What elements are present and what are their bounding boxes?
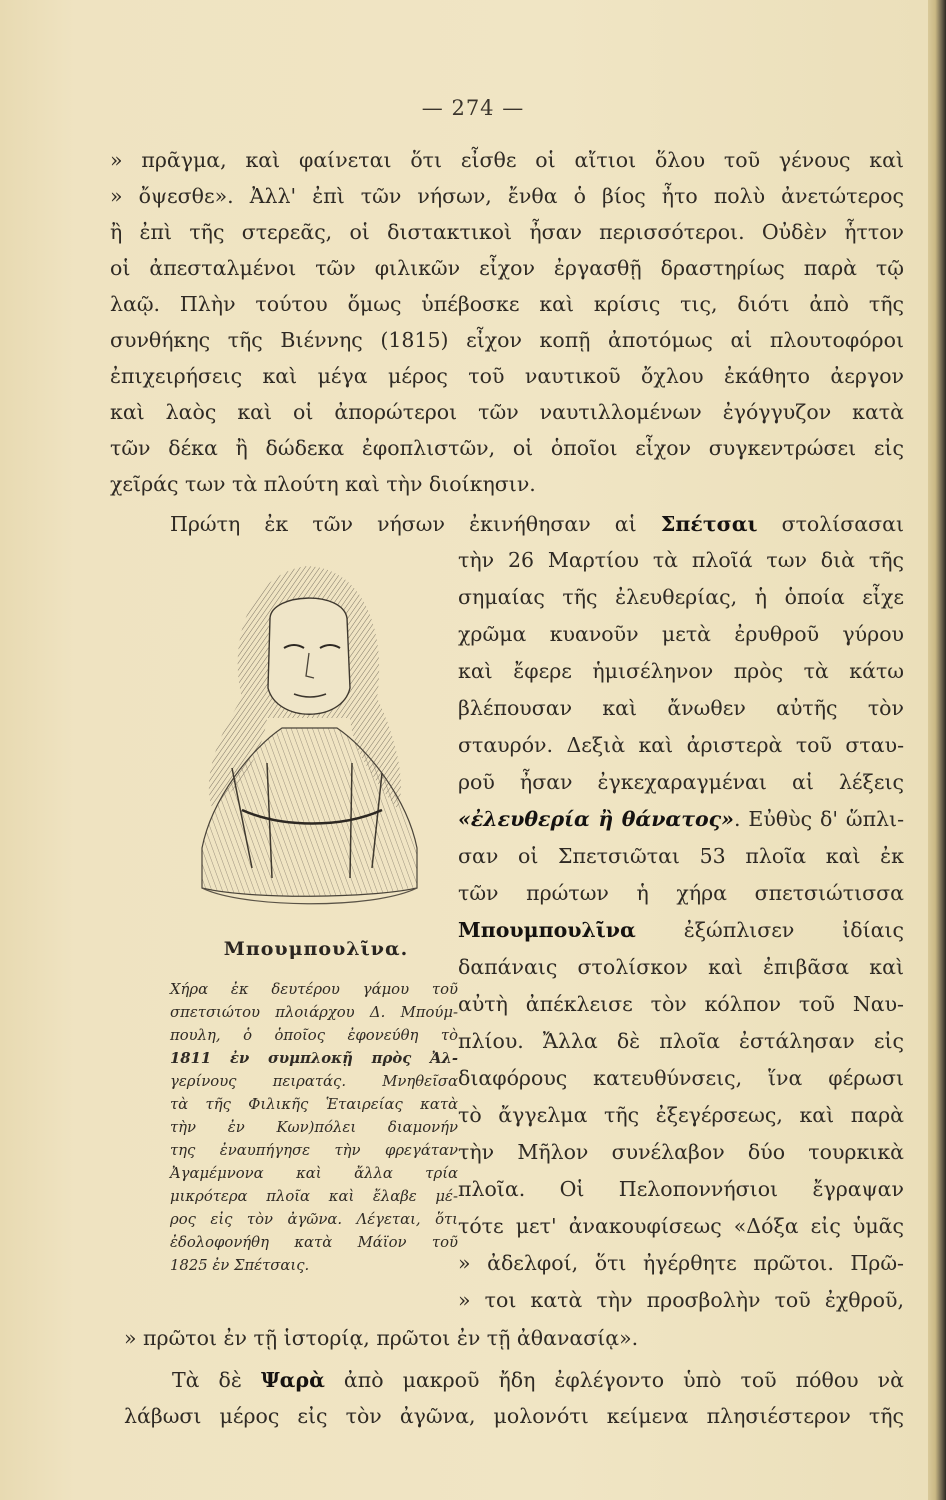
text-line: καὶ ἔφερε ἡμισέληνον πρὸς τὰ κάτω (458, 659, 904, 683)
text-line: πλίου. Ἄλλα δὲ πλοῖα ἐστάλησαν εἰς (458, 1029, 904, 1053)
text-line: αὐτὴ ἀπέκλεισε τὸν κόλπον τοῦ Ναυ- (458, 992, 904, 1016)
caption-line: γερίνους πειρατάς. Μνηθεῖσα (170, 1073, 458, 1090)
caption-line: πουλη, ὁ ὁποῖος ἐφονεύθη τὸ (170, 1027, 458, 1044)
caption-line: τὰ τῆς Φιλικῆς Ἑταιρείας κατὰ (170, 1096, 458, 1113)
caption-line: Χήρα ἐκ δευτέρου γάμου τοῦ (170, 981, 458, 998)
text-line: οἱ ἀπεσταλμένοι τῶν φιλικῶν εἶχον ἐργασθῇ δραστηρίως παρὰ τῷ (110, 256, 904, 280)
text-line: » τοι κατὰ τὴν προσβολὴν τοῦ ἐχθροῦ, (458, 1288, 904, 1312)
caption-line: σπετσιώτου πλοιάρχου Δ. Μπούμ- (170, 1004, 458, 1021)
text-line: τῶν δέκα ἢ δώδεκα ἐφοπλιστῶν, οἱ ὁποῖοι εἶχον συγκεντρώσει εἰς (110, 436, 904, 460)
text-line: » ἀδελφοί, ὅτι ἠγέρθητε πρῶτοι. Πρῶ- (458, 1251, 904, 1275)
text-line: » πρῶτοι ἐν τῇ ἱστορίᾳ, πρῶτοι ἐν τῇ ἀθανασίᾳ». (124, 1326, 639, 1350)
text-line: δαπάναις στολίσκον καὶ ἐπιβᾶσα καὶ (458, 955, 904, 979)
page-edge (928, 0, 946, 1500)
text-line: λάβωσι μέρος εἰς τὸν ἀγῶνα, μολονότι κείμενα πλησιέστερον τῆς (124, 1404, 904, 1428)
text-line: Πρώτη ἐκ τῶν νήσων ἐκινήθησαν αἱ Σπέτσαι στολίσασαι (170, 512, 905, 536)
text-line: ἢ ἐπὶ τῆς στερεᾶς, οἱ διστακτικοὶ ἦσαν περισσότεροι. Οὐδὲν ἧττον (110, 220, 904, 244)
text-line: βλέπουσαν καὶ ἄνωθεν αὐτῆς τὸν (458, 696, 904, 720)
text-line: τῶν πρώτων ἡ χήρα σπετσιώτισσα (458, 881, 904, 905)
text-line: Μπουμπουλῖνα ἐξώπλισεν ἰδίαις (458, 918, 904, 942)
caption-line: Ἀγαμέμνονα καὶ ἄλλα τρία (170, 1165, 458, 1182)
text-line: τὴν Μῆλον συνέλαβον δύο τουρκικὰ (458, 1140, 904, 1164)
boubouline-portrait (172, 548, 442, 920)
text-line: χρῶμα κυανοῦν μετὰ ἐρυθροῦ γύρου (458, 622, 904, 646)
caption-line: 1811 ἐν συμπλοκῇ πρὸς Ἀλ- (170, 1050, 458, 1067)
text-line: «ἐλευθερία ἢ θάνατος». Εὐθὺς δ' ὥπλι- (458, 807, 904, 831)
text-line: ροῦ ἦσαν ἐγκεχαραγμέναι αἱ λέξεις (458, 770, 904, 794)
caption-line: ρος εἰς τὸν ἀγῶνα. Λέγεται, ὅτι (170, 1211, 458, 1228)
caption-line: της ἐναυπήγησε τὴν φρεγάταν (170, 1142, 458, 1159)
text-line: σαν οἱ Σπετσιῶται 53 πλοῖα καὶ ἐκ (458, 844, 904, 868)
caption-title: Μπουμπουλῖνα. (223, 938, 409, 960)
text-line: χεῖράς των τὰ πλούτη καὶ τὴν διοίκησιν. (110, 472, 536, 496)
caption-line: 1825 ἐν Σπέτσαις. (170, 1257, 310, 1274)
text-line: διαφόρους κατευθύνσεις, ἵνα φέρωσι (458, 1066, 904, 1090)
text-line: καὶ λαὸς καὶ οἱ ἀπορώτεροι τῶν ναυτιλλομένων ἐγόγγυζον κατὰ (110, 400, 904, 424)
caption-line: ἐδολοφονήθη κατὰ Μάϊον τοῦ (170, 1234, 458, 1251)
text-line: σταυρόν. Δεξιὰ καὶ ἀριστερὰ τοῦ σταυ- (458, 733, 904, 757)
page-number: — 274 — (421, 96, 525, 120)
text-line: » πρᾶγμα, καὶ φαίνεται ὅτι εἶσθε οἱ αἴτιοι ὅλου τοῦ γένους καὶ (110, 148, 904, 172)
caption-line: μικρότερα πλοῖα καὶ ἔλαβε μέ- (170, 1188, 458, 1205)
text-line: λαῷ. Πλὴν τούτου ὅμως ὑπέβοσκε καὶ κρίσις τις, διότι ἀπὸ τῆς (110, 292, 904, 316)
text-line: σημαίας τῆς ἐλευθερίας, ἡ ὁποία εἶχε (458, 585, 904, 609)
text-line: συνθήκης τῆς Βιέννης (1815) εἶχον κοπῇ ἀποτόμως αἱ πλουτοφόροι (110, 328, 904, 352)
text-line: τὴν 26 Μαρτίου τὰ πλοῖά των διὰ τῆς (458, 548, 904, 572)
text-line: πλοῖα. Οἱ Πελοποννήσιοι ἔγραψαν (458, 1177, 904, 1201)
text-line: ἐπιχειρήσεις καὶ μέγα μέρος τοῦ ναυτικοῦ ὄχλου ἐκάθητο ἀεργον (110, 364, 904, 388)
text-line: τότε μετ' ἀνακουφίσεως «Δόξα εἰς ὑμᾶς (458, 1214, 904, 1238)
text-line: » ὄψεσθε». Ἀλλ' ἐπὶ τῶν νήσων, ἔνθα ὁ βίος ἦτο πολὺ ἀνετώτερος (110, 184, 904, 208)
text-line: Τὰ δὲ Ψαρὰ ἀπὸ μακροῦ ἤδη ἐφλέγοντο ὑπὸ τοῦ πόθου νὰ (172, 1368, 904, 1392)
text-line: τὸ ἄγγελμα τῆς ἐξεγέρσεως, καὶ παρὰ (458, 1103, 904, 1127)
caption-line: τὴν ἐν Κων)πόλει διαμονήν (170, 1119, 458, 1136)
